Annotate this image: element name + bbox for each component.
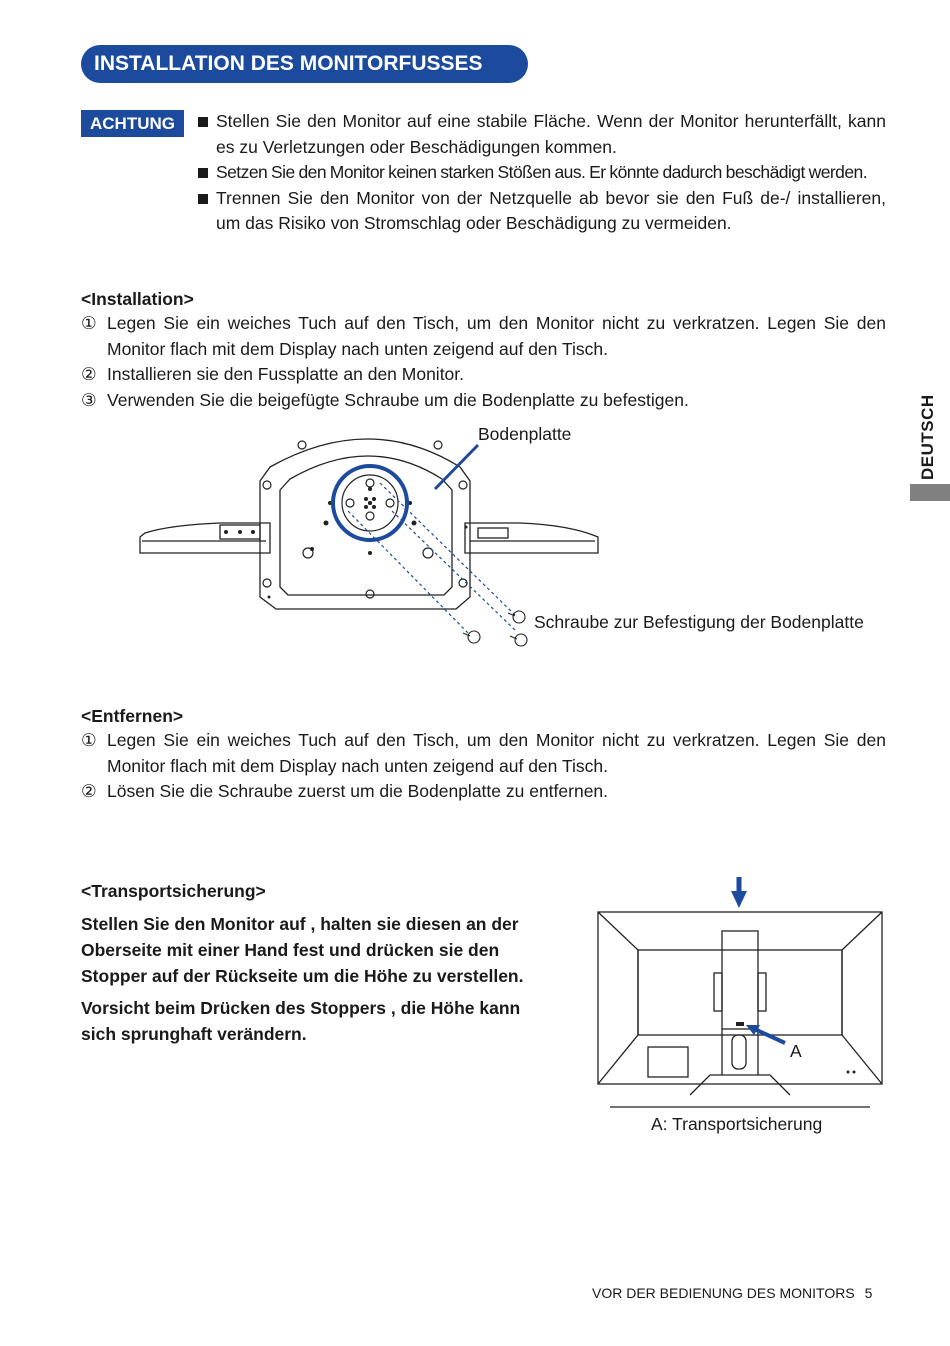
removal-heading: <Entfernen>: [81, 706, 184, 726]
transport-paragraph: Stellen Sie den Monitor auf , halten sie diesen an der Oberseite mit einer Hand fest und drücken sie den Stopper auf der Rückseite um die Höhe zu verstellen.: [81, 914, 524, 986]
language-tab: [910, 380, 950, 520]
step-item: [81, 728, 886, 779]
warning-badge: ACHTUNG: [81, 110, 184, 137]
step-text: Installieren sie den Fussplatte an den Monitor.: [107, 364, 465, 384]
step-item: [81, 779, 886, 805]
page-footer: [592, 1285, 872, 1301]
step-item: [81, 388, 886, 414]
transport-paragraph: Vorsicht beim Drücken des Stoppers , die Höhe kann sich sprunghaft verändern.: [81, 998, 521, 1044]
removal-steps: [81, 728, 886, 805]
tab-bar: [910, 484, 950, 501]
monitor-back-diagram: [590, 875, 890, 1110]
transport-heading: <Transportsicherung>: [81, 881, 266, 901]
label-screw: Schraube zur Befestigung der Bodenplatte: [534, 612, 864, 632]
warning-item: Setzen Sie den Monitor keinen starken Stößen aus. Er könnte dadurch beschädigt werden.: [198, 160, 886, 186]
page-number: 5: [864, 1285, 873, 1301]
installation-heading: <Installation>: [81, 289, 194, 309]
step-text: Legen Sie ein weiches Tuch auf den Tisch, um den Monitor nicht zu verkratzen. Legen Sie den Monitor flach mit dem Display nach unten zeigend auf den Tisch.: [107, 730, 886, 776]
footer-text: VOR DER BEDIENUNG DES MONITORS: [592, 1285, 855, 1301]
page-title: INSTALLATION DES MONITORFUSSES: [81, 45, 528, 83]
warning-item: Stellen Sie den Monitor auf eine stabile Fläche. Wenn der Monitor herunterfällt, kann es zu Verletzungen oder Beschädigungen kommen.: [198, 109, 886, 160]
transport-text: [81, 911, 551, 1053]
step-number: ①: [81, 730, 97, 750]
step-number: ①: [81, 313, 97, 333]
step-number: ②: [81, 364, 97, 384]
step-text: Verwenden Sie die beigefügte Schraube um die Bodenplatte zu befestigen.: [107, 389, 689, 410]
step-item: [81, 311, 886, 362]
step-number: ③: [81, 389, 97, 410]
step-text: Lösen Sie die Schraube zuerst um die Bodenplatte zu entfernen.: [107, 781, 609, 801]
transport-caption: A: Transportsicherung: [651, 1114, 823, 1134]
tab-label: DEUTSCH: [918, 394, 937, 480]
warning-list: [198, 109, 886, 237]
step-number: ②: [81, 781, 97, 801]
label-marker-a: A: [790, 1041, 802, 1061]
installation-steps: [81, 311, 886, 413]
label-bodenplatte: Bodenplatte: [478, 424, 572, 444]
step-item: [81, 362, 886, 388]
step-text: Legen Sie ein weiches Tuch auf den Tisch, um den Monitor nicht zu verkratzen. Legen Sie den Monitor flach mit dem Display nach unten zeigend auf den Tisch.: [107, 313, 886, 359]
warning-item: Trennen Sie den Monitor von der Netzquelle ab bevor sie den Fuß de-/ installieren, um das Risiko von Stromschlag oder Beschädigung zu vermeiden.: [198, 186, 886, 237]
